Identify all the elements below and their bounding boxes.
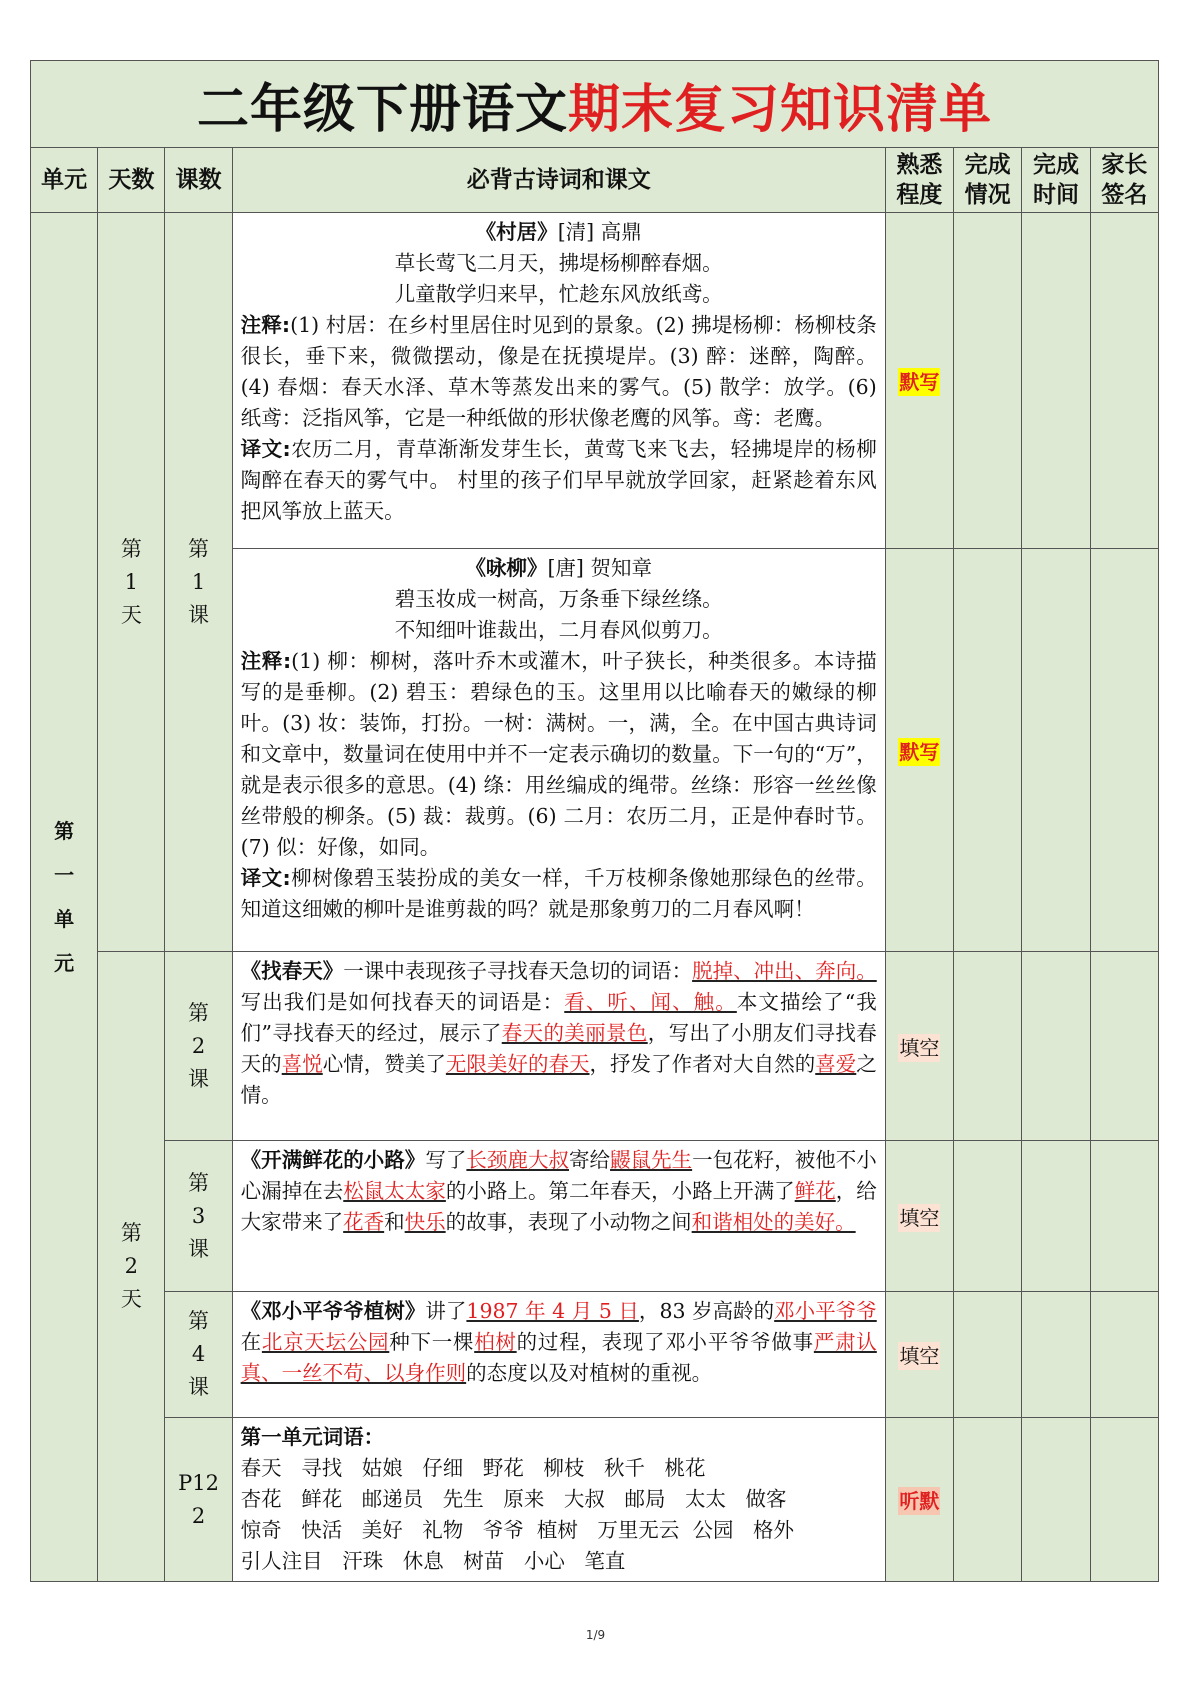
day-char: 天 [120, 602, 142, 627]
lesson2-familiarity [885, 952, 953, 1141]
text: 的小路上。第二年春天，小路上开满了 [445, 1179, 795, 1203]
poem2-line2: 不知细叶谁裁出，二月春风似剪刀。 [394, 618, 723, 642]
header-familiarity-line1: 熟悉 [896, 152, 943, 178]
lesson4-status[interactable] [954, 1292, 1022, 1418]
day-char: 天 [120, 1287, 142, 1311]
table-row-poem1 [31, 213, 1159, 549]
text: 和 [384, 1210, 405, 1234]
checklist-table [30, 60, 1159, 1582]
lesson-char: 课 [188, 1066, 210, 1091]
poem1-line2: 儿童散学归来早，忙趁东风放纸鸢。 [394, 282, 723, 306]
answer-highlight: 北京天坛公园 [261, 1330, 390, 1354]
header-completion-status [954, 148, 1022, 213]
poem1-content [232, 213, 885, 549]
page-ref-part: 2 [191, 1503, 206, 1528]
text: 在 [240, 1330, 262, 1354]
words-status[interactable] [954, 1418, 1022, 1582]
words-heading: 第一单元词语： [240, 1425, 385, 1449]
unit-char: 一 [54, 863, 75, 887]
words-content [232, 1418, 885, 1582]
poem1-heading [241, 217, 877, 248]
text: 讲了 [425, 1299, 467, 1323]
lesson2-status[interactable] [954, 952, 1022, 1141]
lesson4-time[interactable] [1022, 1292, 1090, 1418]
poem2-translation [241, 863, 877, 925]
unit-cell [31, 213, 98, 1582]
words-row: 引人注目 汗珠 休息 树苗 小心 笔直 [240, 1549, 626, 1573]
text: 本文描绘了“我们”寻找春天的经过，展示了 [240, 990, 877, 1045]
text: 写了 [425, 1148, 467, 1172]
answer-highlight: 脱掉、冲出、奔向。 [692, 959, 877, 983]
poem2-time[interactable] [1022, 549, 1090, 952]
lesson2-content [232, 952, 885, 1141]
header-status-line2: 情况 [964, 182, 1011, 208]
lesson3-familiarity [885, 1141, 953, 1292]
dictation-badge: 默写 [899, 370, 940, 394]
answer-highlight: 松鼠太太家 [343, 1179, 446, 1203]
text: 的过程，表现了邓小平爷爷做事 [516, 1330, 814, 1354]
lesson-char: 课 [188, 602, 210, 627]
review-checklist-sheet [30, 60, 1159, 1590]
fill-blank-badge: 填空 [899, 1035, 940, 1060]
poem1-translation [241, 434, 877, 527]
day-char: 第 [120, 1221, 142, 1245]
day-char: 第 [120, 536, 142, 561]
lesson2-time[interactable] [1022, 952, 1090, 1141]
lesson2-title: 《找春天》 [240, 959, 344, 983]
table-row-lesson3 [31, 1141, 1159, 1292]
text: 的故事，表现了小动物之间 [445, 1210, 692, 1234]
header-lesson: 课数 [165, 148, 232, 213]
poem2-status[interactable] [954, 549, 1022, 952]
header-parent-line2: 签名 [1101, 182, 1148, 208]
header-day: 天数 [98, 148, 165, 213]
text: ，给大家带来了 [240, 1179, 877, 1234]
lesson4-content [232, 1292, 885, 1418]
text: 写出我们是如何找春天的词语是： [240, 990, 565, 1014]
poem2-familiarity [885, 549, 953, 952]
answer-highlight: 1987 年 4 月 5 日 [466, 1299, 639, 1323]
lesson1-cell [165, 213, 232, 952]
lesson3-status[interactable] [954, 1141, 1022, 1292]
lesson-char: 课 [188, 1236, 210, 1261]
poem2-trans-label: 译文: [240, 866, 291, 890]
lesson-char: 1 [191, 569, 206, 594]
poem1-line1: 草长莺飞二月天，拂堤杨柳醉春烟。 [394, 251, 723, 275]
unit-char: 单 [54, 907, 75, 931]
poem1-title: 《村居》 [475, 220, 558, 244]
poem2-content [232, 549, 885, 952]
poem1-trans-label: 译文: [240, 437, 291, 461]
answer-highlight: 严肃认真、一丝不苟、以身作则 [240, 1330, 877, 1385]
answer-highlight: 鲜花 [794, 1179, 836, 1203]
poem1-status[interactable] [954, 213, 1022, 549]
header-parent-line1: 家长 [1101, 152, 1148, 178]
poem2-heading [241, 553, 877, 584]
lesson3-content [232, 1141, 885, 1292]
dictation-badge: 默写 [899, 739, 940, 764]
poem1-time[interactable] [1022, 213, 1090, 549]
text: 的态度以及对植树的重视。 [466, 1361, 713, 1385]
lesson4-familiarity [885, 1292, 953, 1418]
lesson-char: 课 [188, 1375, 210, 1399]
lesson3-signature[interactable] [1090, 1141, 1158, 1292]
lesson-char: 4 [191, 1342, 206, 1366]
answer-highlight: 花香 [343, 1210, 385, 1234]
poem2-title: 《咏柳》 [465, 556, 548, 580]
answer-highlight: 长颈鹿大叔 [466, 1148, 569, 1172]
answer-highlight: 春天的美丽景色 [501, 1021, 648, 1045]
header-time-line2: 时间 [1032, 182, 1079, 208]
lesson3-time[interactable] [1022, 1141, 1090, 1292]
text: ，83 岁高龄的 [638, 1299, 775, 1323]
page-number: 1/9 [585, 1628, 606, 1642]
lesson-char: 第 [188, 1170, 210, 1195]
poem2-note-label: 注释: [240, 649, 292, 673]
poem1-trans-text: 农历二月，青草渐渐发芽生长，黄莺飞来飞去，轻拂堤岸的杨柳陶醉在春天的雾气中。 村里的孩子们早早就放学回家，赶紧趁着东风把风筝放上蓝天。 [240, 437, 877, 523]
unit-char: 元 [54, 951, 75, 975]
answer-highlight: 喜悦 [281, 1052, 323, 1076]
poem2-trans-text: 柳树像碧玉装扮成的美女一样，千万枝柳条像她那绿色的丝带。知道这细嫩的柳叶是谁剪裁的吗？就是那象剪刀的二月春风啊！ [240, 866, 877, 921]
poem2-note-text: (1) 柳：柳树，落叶乔木或灌木，叶子狭长，种类很多。本诗描写的是垂柳。(2) 碧玉：碧绿色的玉。这里用以比喻春天的嫩绿的柳叶。(3) 妆：装饰，打扮。一树：满树。一，满，全。在中国古典诗词和文章中，数量词在使用中并不一定表示确切的数量。下一句的“万”，就是表示很多的意思。(4) 绦：用丝编成的绳带。丝绦：形容一丝丝像丝带般的柳条。(5) 裁：裁剪。(6) 二月：农历二月，正是仲春时节。(7) 似：好像，如同。 [240, 649, 877, 859]
day1-cell [98, 213, 165, 952]
day2-cell [98, 952, 165, 1582]
listen-dictation-badge: 听默 [899, 1489, 940, 1513]
answer-highlight: 鼹鼠先生 [610, 1148, 693, 1172]
day-char: 1 [124, 569, 139, 594]
words-signature[interactable] [1090, 1418, 1158, 1582]
day-char: 2 [124, 1254, 139, 1278]
lesson2-cell [165, 952, 232, 1141]
words-row: 杏花 鲜花 邮递员 先生 原来 大叔 邮局 太太 做客 [240, 1487, 787, 1511]
text: ，抒发了作者对大自然的 [589, 1052, 816, 1076]
text: 心情，赞美了 [322, 1052, 446, 1076]
text: 种下一棵 [389, 1330, 475, 1354]
text: ，写出了小朋友们寻找春天的 [240, 1021, 877, 1076]
lesson4-cell [165, 1292, 232, 1418]
lesson3-cell [165, 1141, 232, 1292]
text: 寄给 [569, 1148, 611, 1172]
answer-highlight: 邓小平爷爷 [774, 1299, 877, 1323]
page-ref-cell [165, 1418, 232, 1582]
fill-blank-badge: 填空 [899, 1205, 940, 1230]
lesson4-signature[interactable] [1090, 1292, 1158, 1418]
header-familiarity [885, 148, 953, 213]
poem2-notes [241, 646, 877, 863]
table-row-lesson2 [31, 952, 1159, 1141]
fill-blank-badge: 填空 [899, 1344, 940, 1368]
text: 一包花籽，被他不小心漏掉在去 [240, 1148, 877, 1203]
table-row-lesson4 [31, 1292, 1159, 1418]
table-row-words [31, 1418, 1159, 1582]
words-time[interactable] [1022, 1418, 1090, 1582]
lesson-char: 3 [191, 1203, 206, 1228]
text: 之情。 [240, 1052, 877, 1107]
words-row: 惊奇 快活 美好 礼物 爷爷 植树 万里无云 公园 格外 [240, 1518, 795, 1542]
lesson-char: 第 [188, 1309, 210, 1333]
poem1-notes [241, 310, 877, 434]
lesson3-title: 《开满鲜花的小路》 [240, 1148, 426, 1172]
poem2-signature[interactable] [1090, 549, 1158, 952]
answer-highlight: 快乐 [404, 1210, 446, 1234]
text: 一课中表现孩子寻找春天急切的词语： [343, 959, 693, 983]
poem1-note-text: (1) 村居：在乡村里居住时见到的景象。(2) 拂堤杨柳：杨柳枝条很长，垂下来，微微摆动，像是在抚摸堤岸。(3) 醉：迷醉，陶醉。(4) 春烟：春天水泽、草木等蒸发出来的雾气。(5) 散学：放学。(6) 纸鸢：泛指风筝，它是一种纸做的形状像老鹰的风筝。鸢：老鹰。 [240, 313, 877, 430]
header-time-line1: 完成 [1032, 152, 1079, 178]
lesson-char: 2 [191, 1033, 206, 1058]
lesson-char: 第 [188, 1000, 210, 1025]
header-unit: 单元 [31, 148, 98, 213]
header-completion-time [1022, 148, 1090, 213]
answer-highlight: 无限美好的春天 [445, 1052, 590, 1076]
words-row: 春天 寻找 姑娘 仔细 野花 柳枝 秋千 桃花 [240, 1456, 706, 1480]
unit-char: 第 [54, 819, 75, 843]
header-content: 必背古诗词和课文 [232, 148, 885, 213]
title-part-red: 期末复习知识清单 [568, 79, 993, 140]
poem1-note-label: 注释: [240, 313, 291, 337]
page-title [31, 61, 1159, 148]
answer-highlight: 柏树 [474, 1330, 517, 1354]
poem2-line1: 碧玉妆成一树高，万条垂下绿丝绦。 [394, 587, 723, 611]
page-ref-part: P12 [178, 1470, 219, 1495]
lesson4-title: 《邓小平爷爷植树》 [240, 1299, 426, 1323]
header-status-line1: 完成 [964, 152, 1011, 178]
answer-highlight: 喜爱 [815, 1052, 857, 1076]
poem1-signature[interactable] [1090, 213, 1158, 549]
answer-highlight: 看、听、闻、触。 [564, 990, 737, 1014]
header-parent-signature [1090, 148, 1158, 213]
words-familiarity [885, 1418, 953, 1582]
answer-highlight: 和谐相处的美好。 [691, 1210, 856, 1234]
poem1-familiarity [885, 213, 953, 549]
lesson-char: 第 [188, 536, 210, 561]
header-familiarity-line2: 程度 [896, 182, 943, 208]
lesson2-signature[interactable] [1090, 952, 1158, 1141]
header-row [31, 148, 1159, 213]
title-part-black: 二年级下册语文 [196, 79, 568, 140]
poem2-author: [唐] 贺知章 [547, 556, 652, 580]
poem1-author: [清] 高鼎 [557, 220, 642, 244]
